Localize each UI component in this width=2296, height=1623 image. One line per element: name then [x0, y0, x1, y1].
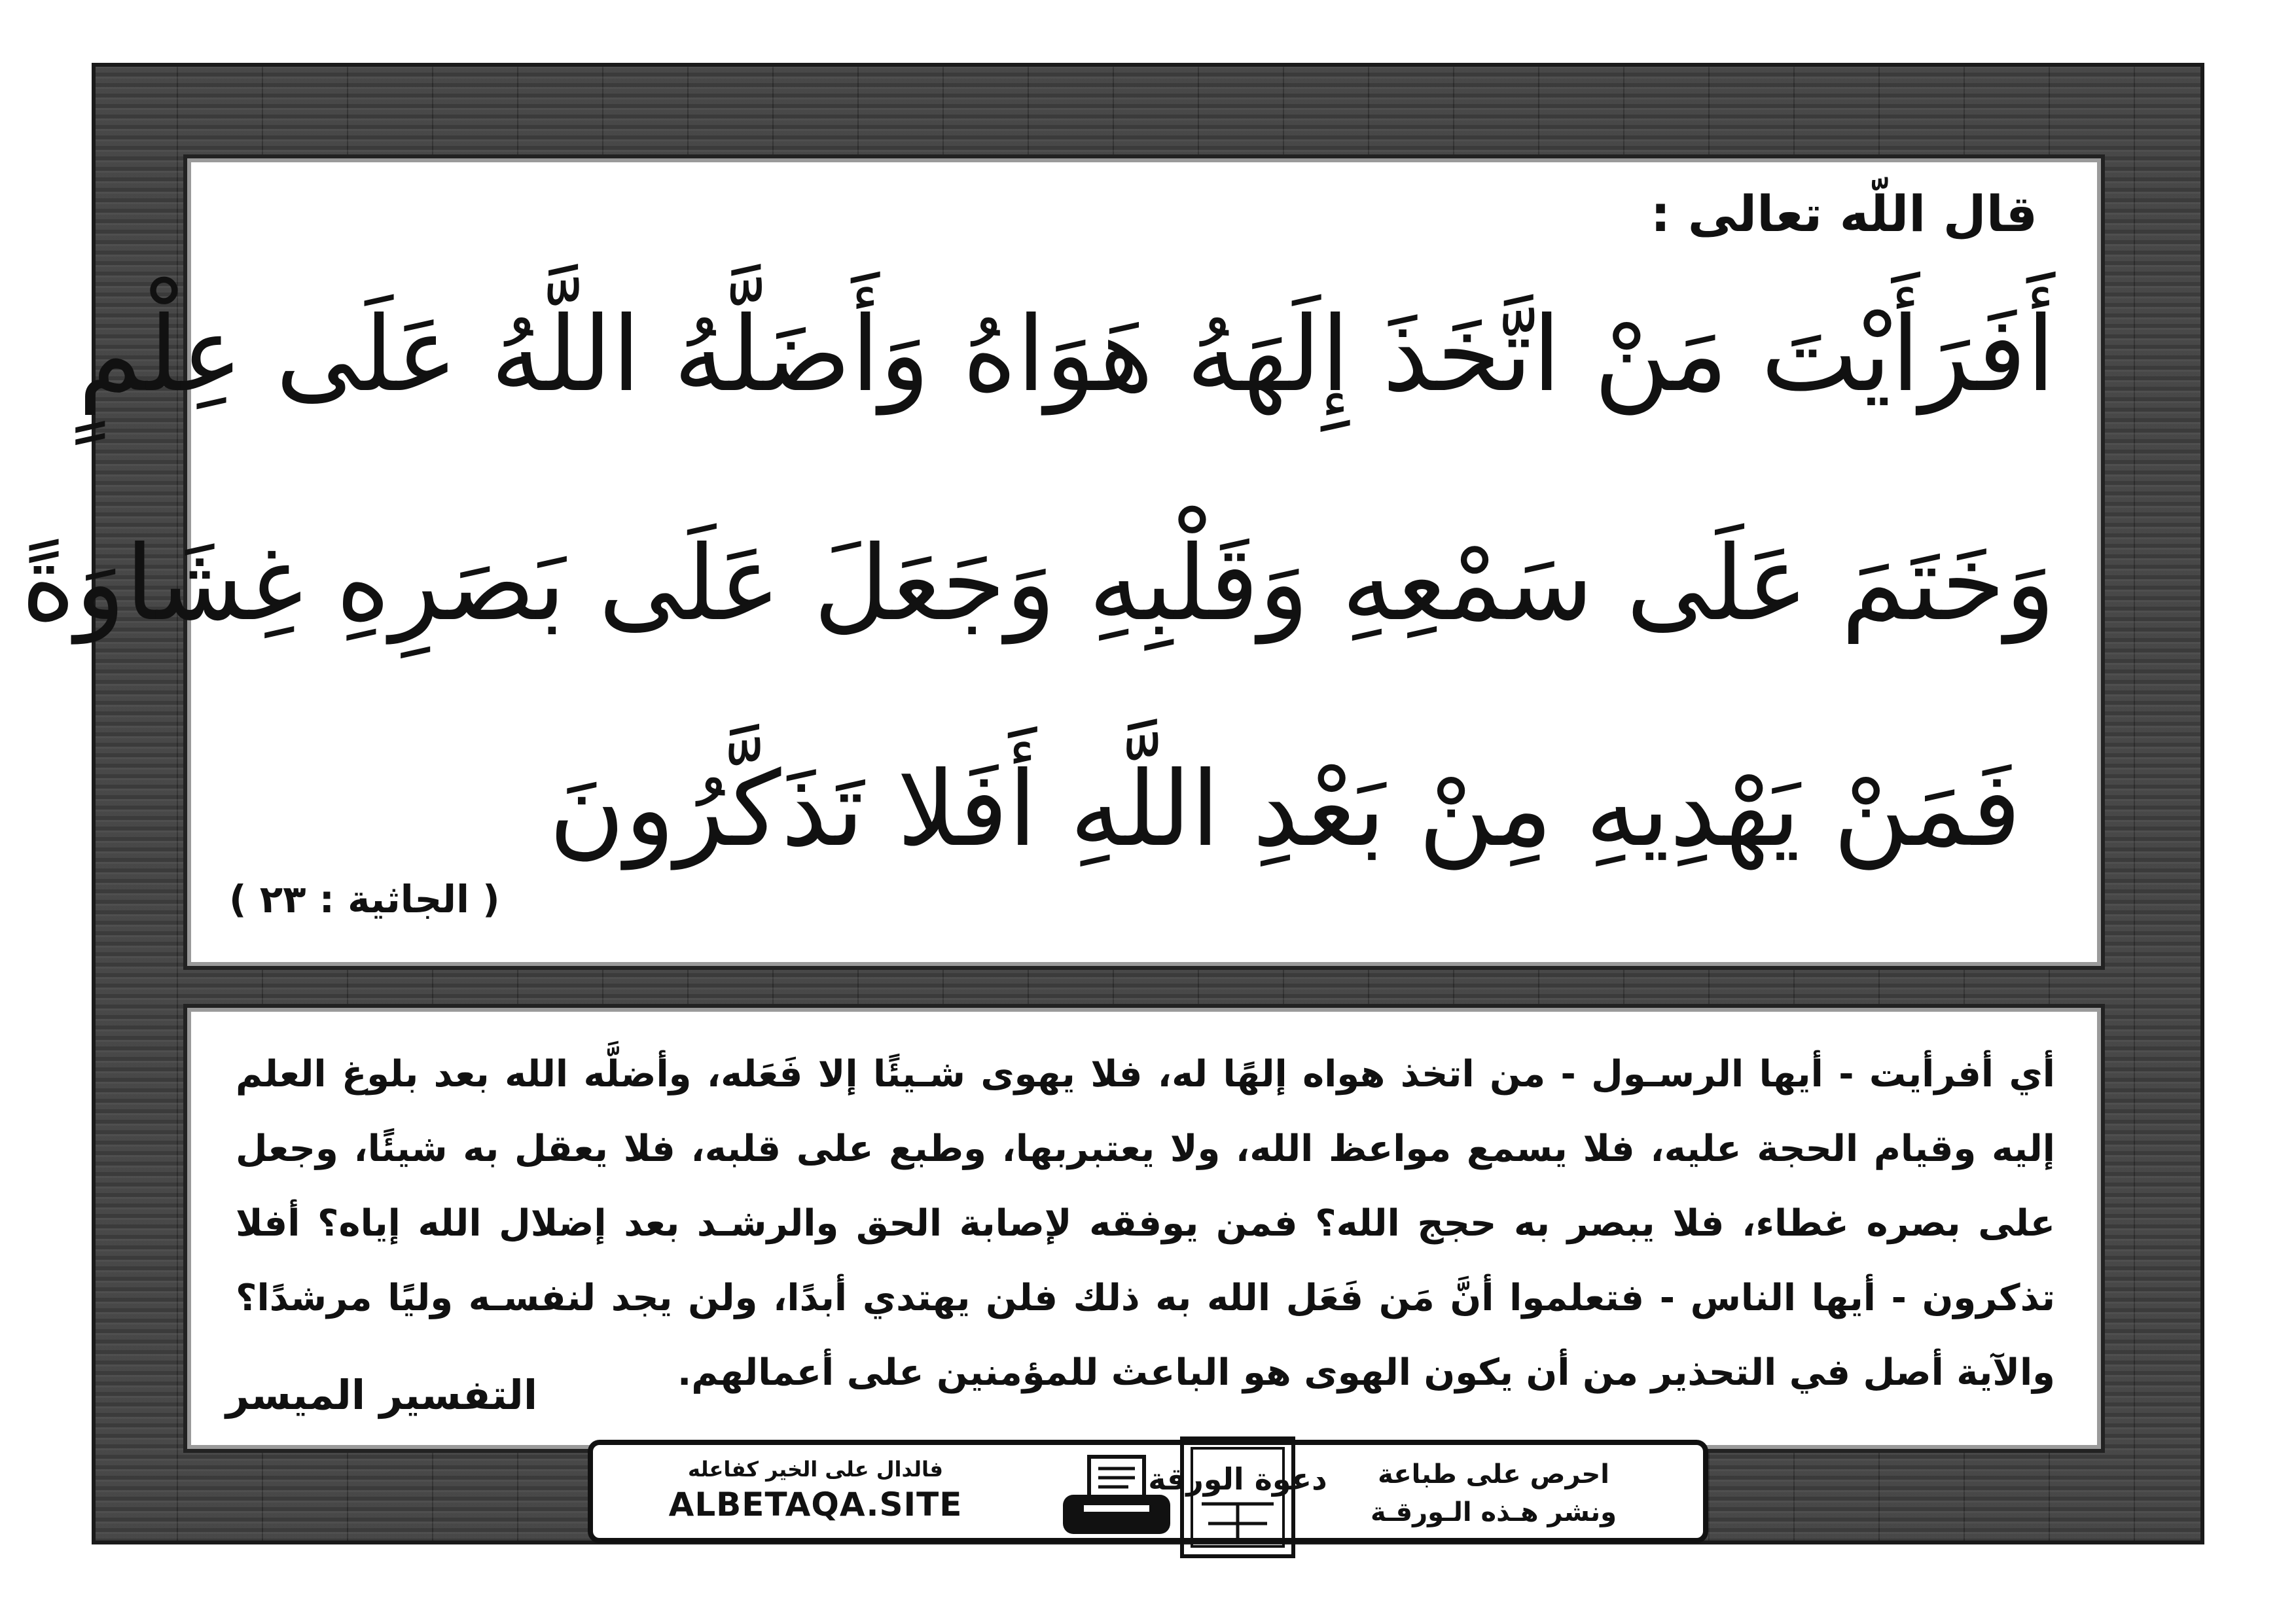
footer-tagline: فالدال على الخير كفاعله: [688, 1457, 943, 1482]
footer-website-block: [613, 1457, 1018, 1524]
logo-icon: [1148, 1432, 1327, 1563]
footer-print-notice: [1323, 1455, 1664, 1531]
print-notice-line-2: ونشر هـذه الـورقـة: [1370, 1497, 1617, 1527]
footer-banner: [588, 1440, 1708, 1543]
tafsir-text: أي أفرأيت - أيها الرسـول - من اتخذ هواه إلهًا له، فلا يهوى شـيئًا إلا فَعَله، وأضلَّه الله بعد بلوغ العلم إليه وقيام الحجة عليه، فلا يسمع مواعظ الله، ولا يعتبربها، وطبع على قلبه، فلا يعقل به شيئًا، وجعل على بصره غطاء، فلا يبصر به حجج الله؟ فمن يوفقه لإصابة الحق والرشـد بعد إضلال الله إياه؟ أفلا تذكرون - أيها الناس - فتعلموا أنَّ مَن فَعَل الله به ذلك فلن يهتدي أبدًا، ولن يجد لنفسـه وليًا مرشدًا؟ والآية أصل في التحذير من أن يكون الهوى هو الباعث للمؤمنين على أعمالهم.: [236, 1053, 2055, 1394]
print-notice-line-1: احرص على طباعة: [1378, 1459, 1609, 1489]
tafsir-source: التفسير الميسر: [226, 1371, 538, 1419]
website-link[interactable]: ALBETAQA.SITE: [668, 1486, 963, 1524]
verse-line-1: أَفَرَأَيْتَ مَنْ اتَّخَذَ إِلَهَهُ هَوَاهُ وَأَضَلَّهُ اللَّهُ عَلَى عِلْمٍ: [78, 294, 2055, 415]
verse-line-2: وَخَتَمَ عَلَى سَمْعِهِ وَقَلْبِهِ وَجَعَلَ عَلَى بَصَرِهِ غِشَاوَةً: [21, 524, 2055, 644]
verse-line-3: فَمَنْ يَهْدِيهِ مِنْ بَعْدِ اللَّهِ أَفَلا تَذَكَّرُونَ: [548, 749, 2021, 870]
verse-reference: ( الجاثية : ٢٣ ): [229, 877, 500, 921]
logo-text: دعوة الورقة: [1148, 1461, 1327, 1497]
verse-heading: قال اللّه تعالى :: [1650, 185, 2037, 243]
